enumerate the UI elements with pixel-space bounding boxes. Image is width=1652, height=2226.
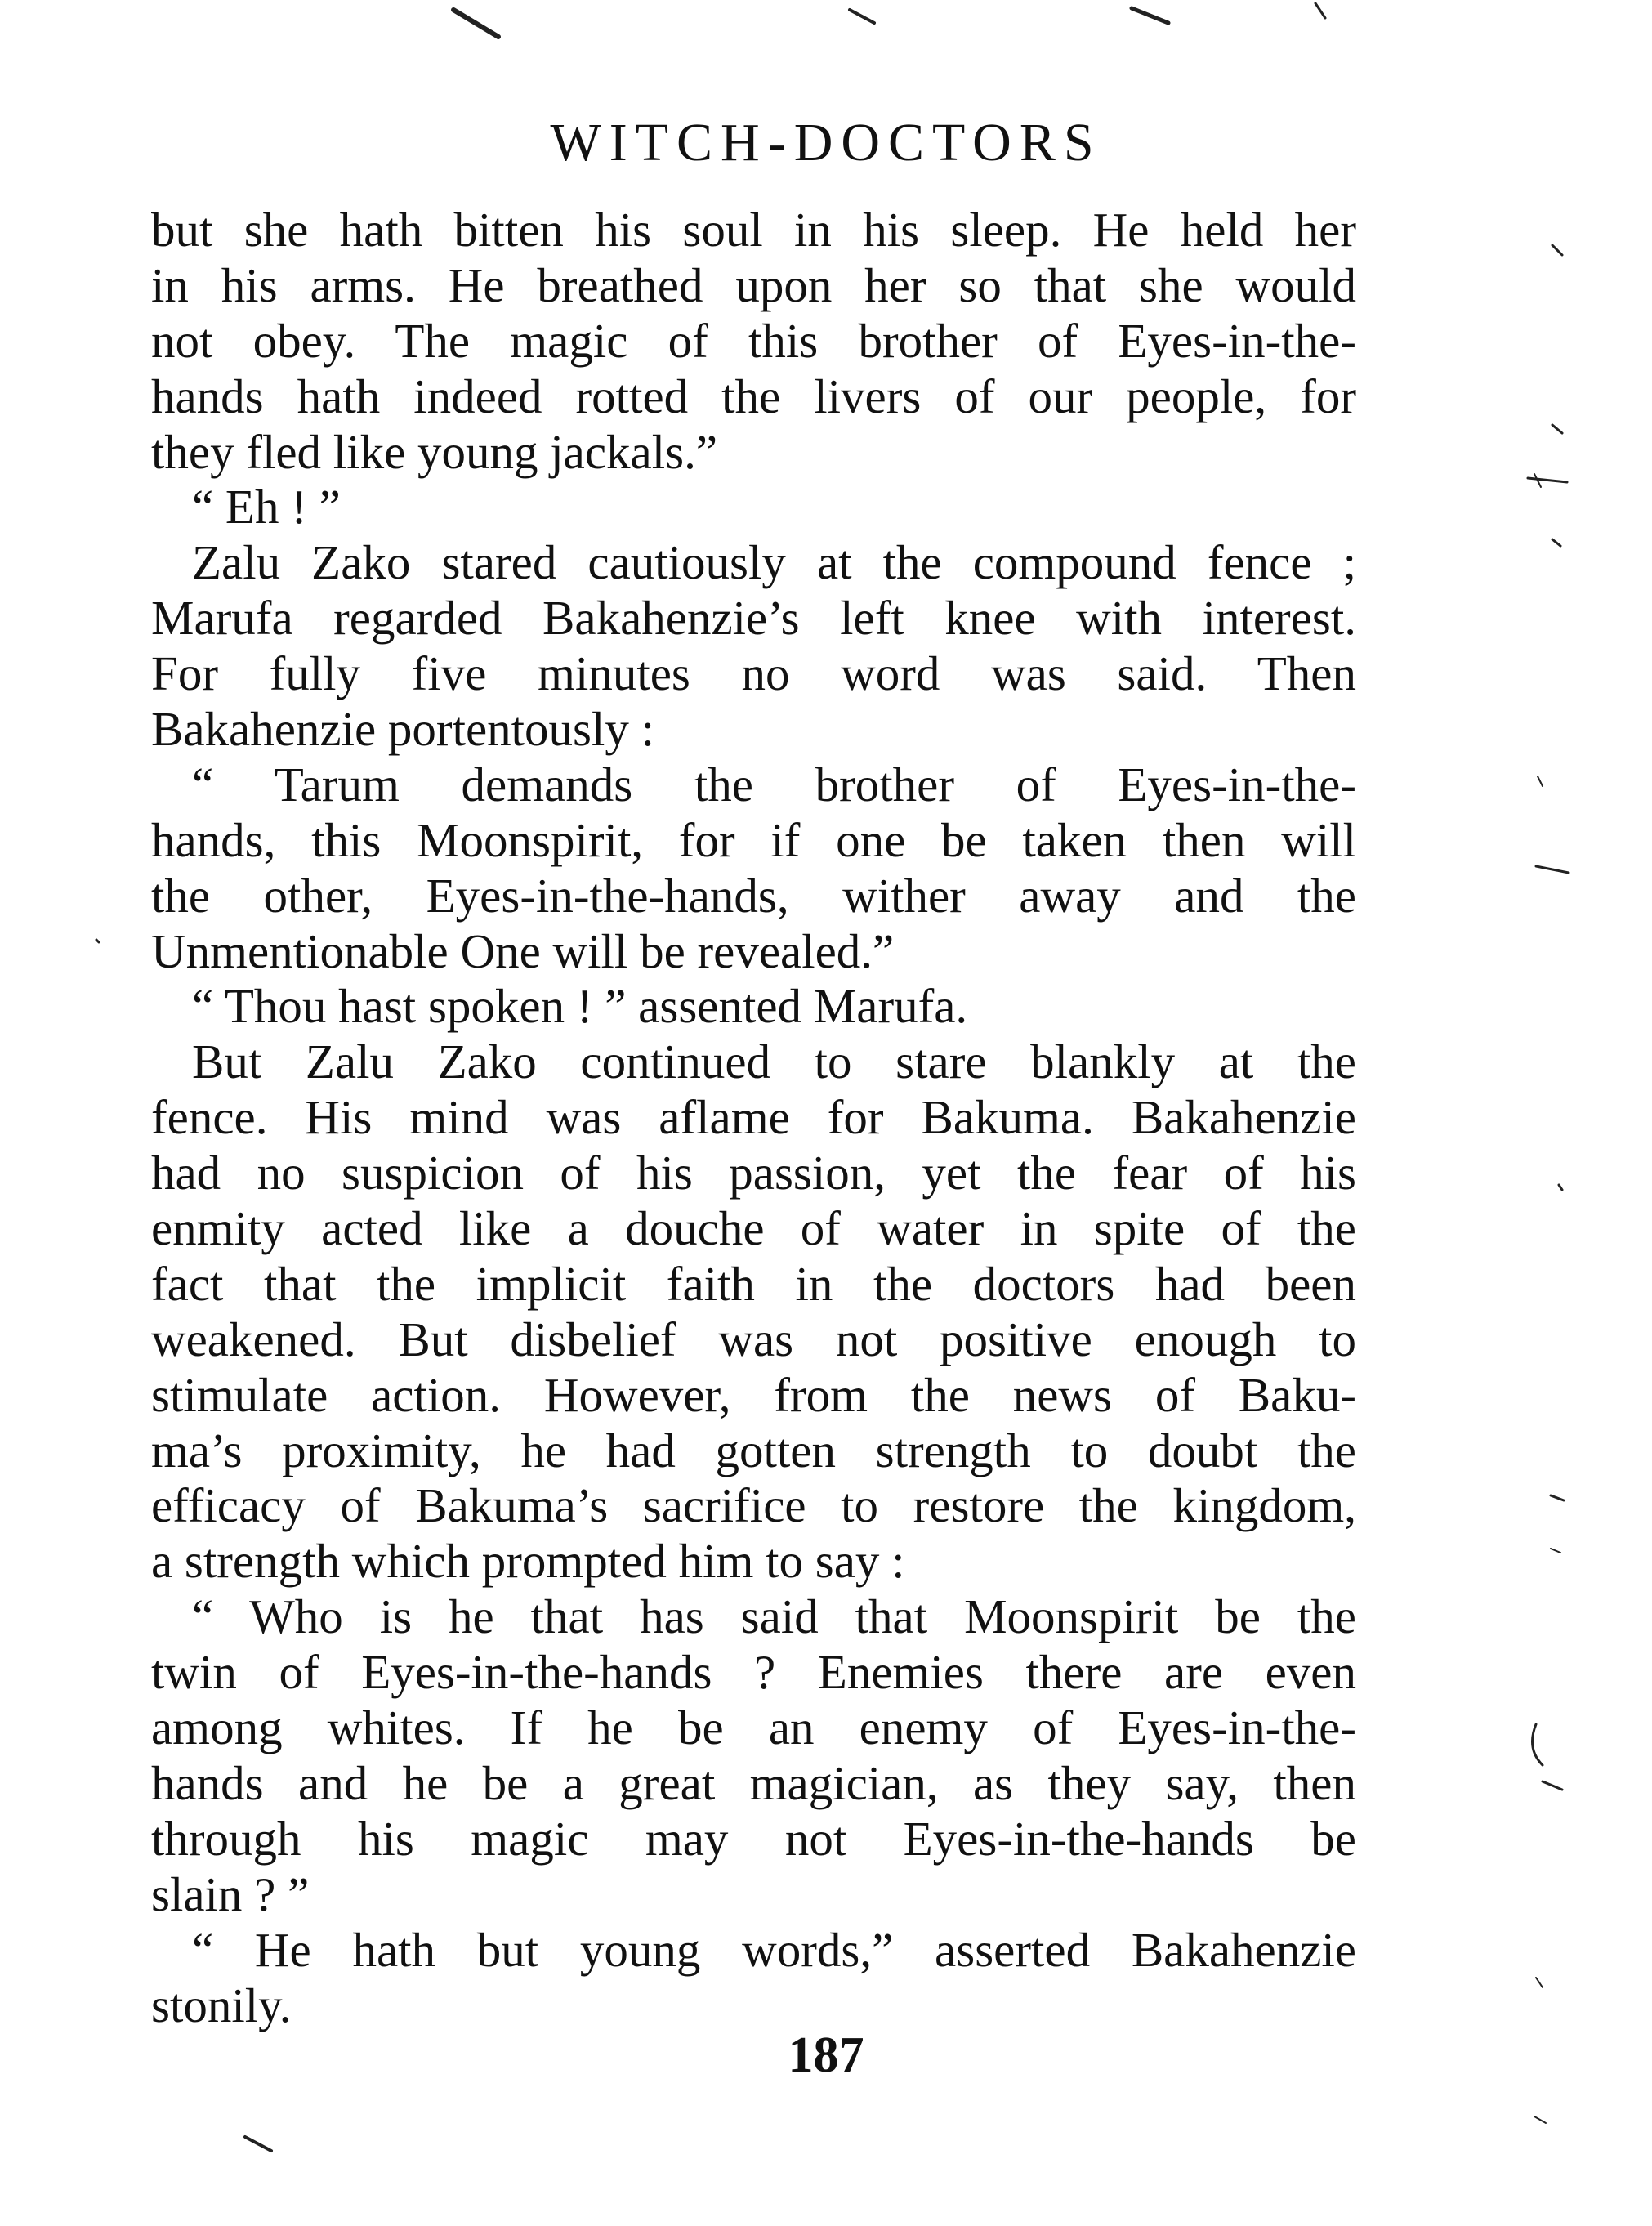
text-line: fence. His mind was aflame for Bakuma. Bakahenzie bbox=[151, 1090, 1356, 1145]
scan-speck bbox=[1552, 245, 1562, 255]
text-line: hands and he be a great magician, as they say, then bbox=[151, 1755, 1356, 1810]
text-line: they fled like young jackals.” bbox=[151, 424, 718, 479]
text-line: “ He hath but young words,” asserted Bakahenzie bbox=[192, 1922, 1356, 1977]
scan-speck bbox=[1551, 1549, 1560, 1553]
text-line: Zalu Zako stared cautiously at the compound fence ; bbox=[192, 535, 1356, 590]
body-text bbox=[151, 203, 1356, 2033]
text-line: ma’s proximity, he had gotten strength to doubt the bbox=[151, 1423, 1356, 1477]
text-line: Unmentionable One will be revealed.” bbox=[151, 923, 895, 978]
scan-speck bbox=[453, 10, 498, 37]
text-line: For fully five minutes no word was said. Then bbox=[151, 646, 1356, 701]
text-line: enmity acted like a douche of water in spite of the bbox=[151, 1201, 1356, 1256]
text-line: a strength which prompted him to say : bbox=[151, 1534, 905, 1589]
scan-speck bbox=[1528, 478, 1567, 482]
running-header: WITCH-DOCTORS bbox=[550, 113, 1102, 172]
text-line: hands, this Moonspirit, for if one be taken then will bbox=[151, 812, 1356, 867]
text-line: the other, Eyes-in-the-hands, wither away and the bbox=[151, 868, 1356, 923]
scan-speck bbox=[1534, 474, 1541, 487]
scan-speck bbox=[1552, 539, 1560, 546]
text-line: But Zalu Zako continued to stare blankly at the bbox=[192, 1035, 1356, 1089]
text-line: efficacy of Bakuma’s sacrifice to restore the kingdom, bbox=[151, 1478, 1356, 1533]
text-line: not obey. The magic of this brother of Eyes-in-the- bbox=[151, 313, 1356, 368]
text-line: hands hath indeed rotted the livers of our people, for bbox=[151, 369, 1356, 423]
scan-speck bbox=[1538, 776, 1543, 786]
text-line: Marufa regarded Bakahenzie’s left knee with interest. bbox=[151, 591, 1356, 646]
scan-speck bbox=[245, 2137, 271, 2151]
text-line: in his arms. He breathed upon her so that she would bbox=[151, 257, 1356, 312]
scan-speck bbox=[1536, 866, 1569, 873]
scan-speck bbox=[1543, 1781, 1562, 1790]
text-line: “ Eh ! ” bbox=[192, 480, 341, 534]
scan-speck bbox=[1559, 1185, 1562, 1190]
text-line: stimulate action. However, from the news of Baku- bbox=[151, 1367, 1356, 1422]
text-line: among whites. If he be an enemy of Eyes-in-the- bbox=[151, 1701, 1356, 1755]
scan-speck bbox=[96, 940, 99, 942]
text-line: stonily. bbox=[151, 1978, 292, 2032]
text-line: but she hath bitten his soul in his sleep. He held her bbox=[151, 203, 1356, 257]
scan-speck bbox=[1551, 1495, 1564, 1500]
text-line: had no suspicion of his passion, yet the fear of his bbox=[151, 1146, 1356, 1200]
scan-speck bbox=[1132, 8, 1168, 23]
text-line: “ Who is he that has said that Moonspirit be the bbox=[192, 1589, 1356, 1644]
scan-speck bbox=[1534, 2116, 1546, 2123]
page-number: 187 bbox=[788, 2027, 864, 2083]
text-line: twin of Eyes-in-the-hands ? Enemies there are even bbox=[151, 1645, 1356, 1700]
scan-speck bbox=[1533, 1724, 1543, 1765]
scan-speck bbox=[1552, 425, 1562, 433]
text-line: Bakahenzie portentously : bbox=[151, 702, 655, 757]
scan-speck bbox=[1536, 1978, 1543, 1987]
text-line: “ Thou hast spoken ! ” assented Marufa. bbox=[192, 979, 968, 1034]
scan-speck bbox=[850, 10, 874, 23]
text-line: through his magic may not Eyes-in-the-hands be bbox=[151, 1811, 1356, 1866]
text-line: slain ? ” bbox=[151, 1866, 310, 1921]
text-line: fact that the implicit faith in the doctors had been bbox=[151, 1256, 1356, 1311]
text-line: “ Tarum demands the brother of Eyes-in-the- bbox=[192, 757, 1356, 811]
text-line: weakened. But disbelief was not positive enough to bbox=[151, 1312, 1356, 1366]
scan-speck bbox=[1315, 3, 1325, 18]
